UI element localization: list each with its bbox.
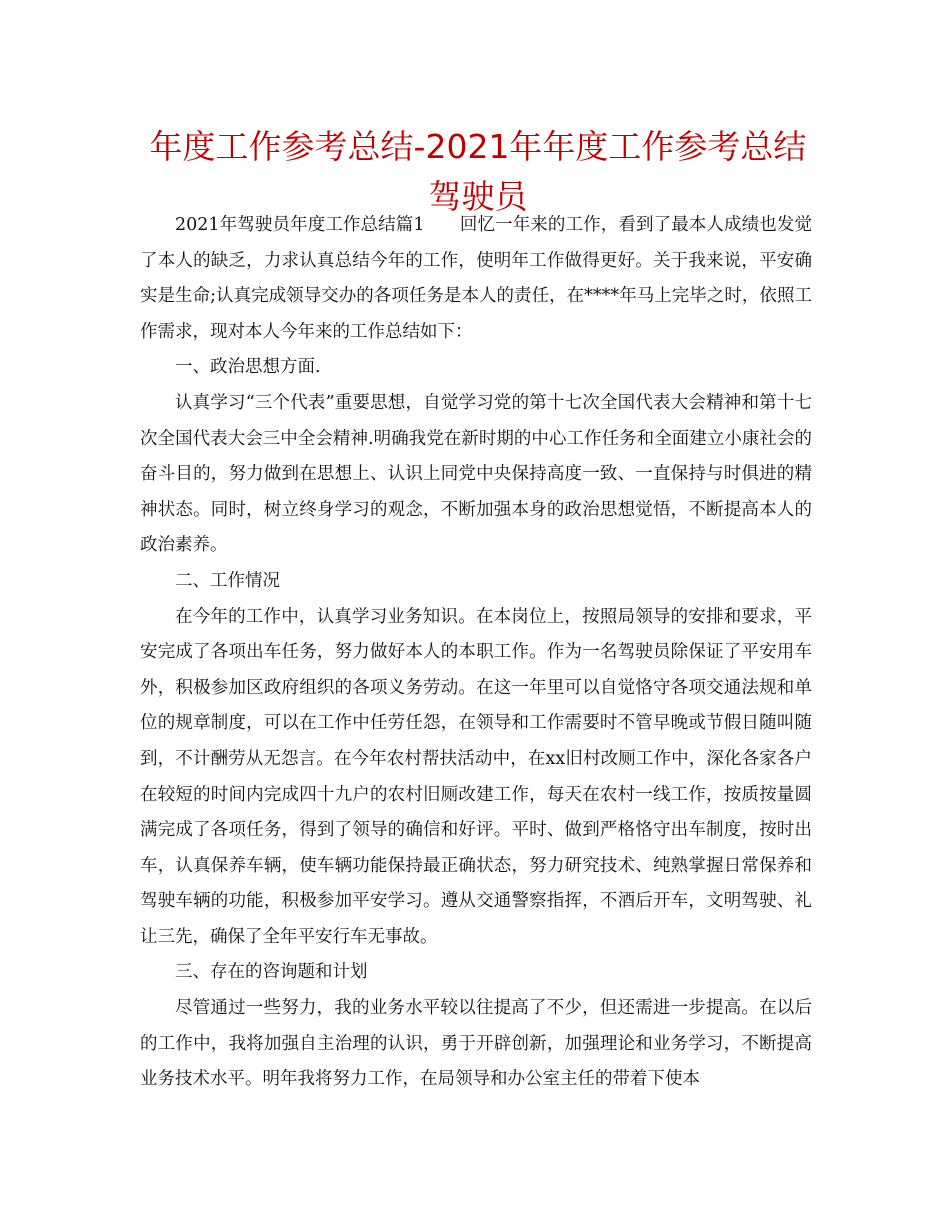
section-heading-politics: 一、政治思想方面. <box>175 357 321 378</box>
section-heading-work: 二、工作情况 <box>175 570 280 591</box>
document-body <box>140 208 812 1098</box>
section-heading-problems: 三、存在的咨询题和计划 <box>175 962 368 983</box>
section-paragraph-politics: 认真学习“三个代表”重要思想，自觉学习党的第十七次全国代表大会精神和第十七次全国代表大会三中全会精神.明确我党在新时期的中心工作任务和全面建立小康社会的奋斗目的，努力做到在思想上、认识上同党中央保持高度一致、一直保持与时俱进的精神状态。同时，树立终身学习的观念，不断加强本身的政治思想觉悟，不断提高本人的政治素养。 <box>140 392 812 556</box>
section-paragraph-work: 在今年的工作中，认真学习业务知识。在本岗位上，按照局领导的安排和要求，平安完成了各项出车任务，努力做好本人的本职工作。作为一名驾驶员除保证了平安用车外，积极参加区政府组织的各项义务劳动。在这一年里可以自觉恪守各项交通法规和单位的规章制度，可以在工作中任劳任怨，在领导和工作需要时不管早晚或节假日随叫随到，不计酬劳从无怨言。在今年农村帮扶活动中，在xx旧村改厕工作中，深化各家各户在较短的时间内完成四十九户的农村旧厕改建工作，每天在农村一线工作，按质按量圆满完成了各项任务，得到了领导的确信和好评。平时、做到严格恪守出车制度，按时出车，认真保养车辆，使车辆功能保持最正确状态，努力研究技术、纯熟掌握日常保养和驾驶车辆的功能，积极参加平安学习。遵从交通警察指挥，不酒后开车，文明驾驶、礼让三先，确保了全年平安行车无事故。 <box>140 606 812 947</box>
intro-paragraph: 2021年驾驶员年度工作总结篇1 回忆一年来的工作，看到了最本人成绩也发觉了本人的缺乏，力求认真总结今年的工作，使明年工作做得更好。关于我来说，平安确实是生命;认真完成领导交办的各项任务是本人的责任，在****年马上完毕之时，依照工作需求，现对本人今年来的工作总结如下： <box>140 215 812 342</box>
document-title: 年度工作参考总结-2021年年度工作参考总结驾驶员 <box>149 127 807 216</box>
section-paragraph-problems: 尽管通过一些努力，我的业务水平较以往提高了不少，但还需进一步提高。在以后的工作中，我将加强自主治理的认识，勇于开辟创新，加强理论和业务学习，不断提高业务技术水平。明年我将努力工作，在局领导和办公室主任的带着下使本 <box>140 998 812 1090</box>
